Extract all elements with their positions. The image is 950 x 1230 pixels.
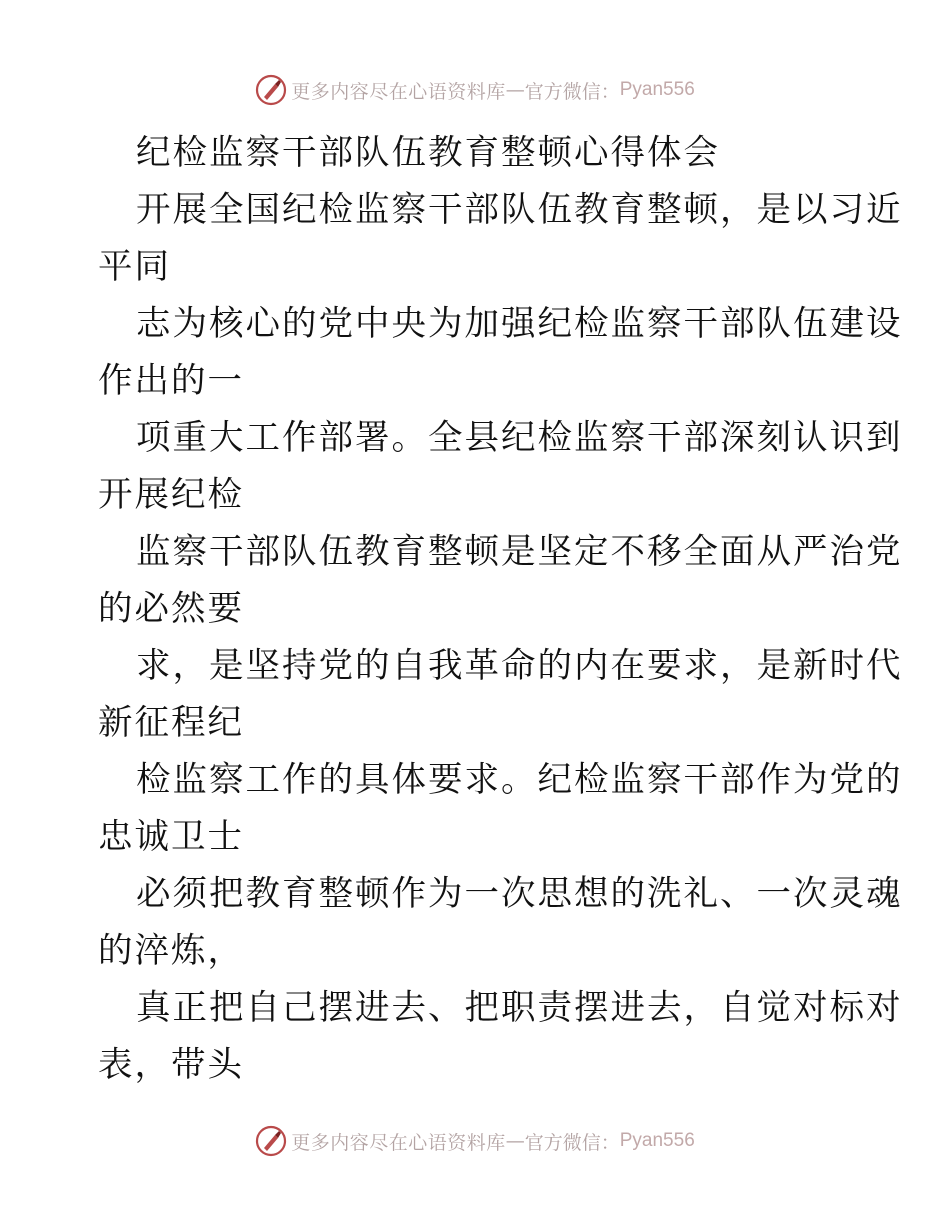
- watermark-text: 更多内容尽在心语资料库: [291, 1131, 506, 1154]
- text-line: 项重大工作部署。全县纪检监察干部深刻认识到: [136, 418, 903, 458]
- pen-logo-icon: [255, 1125, 287, 1157]
- text-line: 新征程纪: [98, 703, 244, 743]
- text-line: 监察干部队伍教育整顿是坚定不移全面从严治党: [136, 532, 903, 572]
- text-line: 开展全国纪检监察干部队伍教育整顿，是以习近: [136, 190, 903, 230]
- watermark-wechat-label: 官方微信：: [524, 1131, 620, 1154]
- footer-watermark: [0, 1123, 950, 1159]
- text-line: 开展纪检: [98, 475, 244, 515]
- document-title: 纪检监察干部队伍教育整顿心得体会: [136, 133, 720, 173]
- text-line: 检监察工作的具体要求。纪检监察干部作为党的: [136, 760, 903, 800]
- text-line: 的淬炼，: [98, 931, 244, 971]
- watermark-separator: —: [505, 79, 525, 101]
- text-line: 作出的一: [98, 361, 244, 401]
- watermark-wechat-id: Pyan556: [619, 79, 695, 100]
- document-body: [98, 125, 903, 1094]
- text-line: 表，带头: [98, 1045, 244, 1085]
- watermark-wechat-label: 官方微信：: [524, 80, 620, 103]
- text-line: 平同: [98, 247, 171, 287]
- watermark-text: 更多内容尽在心语资料库: [291, 80, 506, 103]
- watermark-wechat-id: Pyan556: [619, 1130, 695, 1151]
- text-line: 必须把教育整顿作为一次思想的洗礼、一次灵魂: [136, 874, 903, 914]
- watermark-separator: —: [505, 1130, 525, 1152]
- text-line: 志为核心的党中央为加强纪检监察干部队伍建设: [136, 304, 903, 344]
- text-line: 真正把自己摆进去、把职责摆进去，自觉对标对: [136, 988, 903, 1028]
- text-line: 忠诚卫士: [98, 817, 244, 857]
- pen-logo-icon: [255, 74, 287, 106]
- text-line: 求，是坚持党的自我革命的内在要求，是新时代: [136, 646, 903, 686]
- header-watermark: [0, 72, 950, 108]
- text-line: 的必然要: [98, 589, 244, 629]
